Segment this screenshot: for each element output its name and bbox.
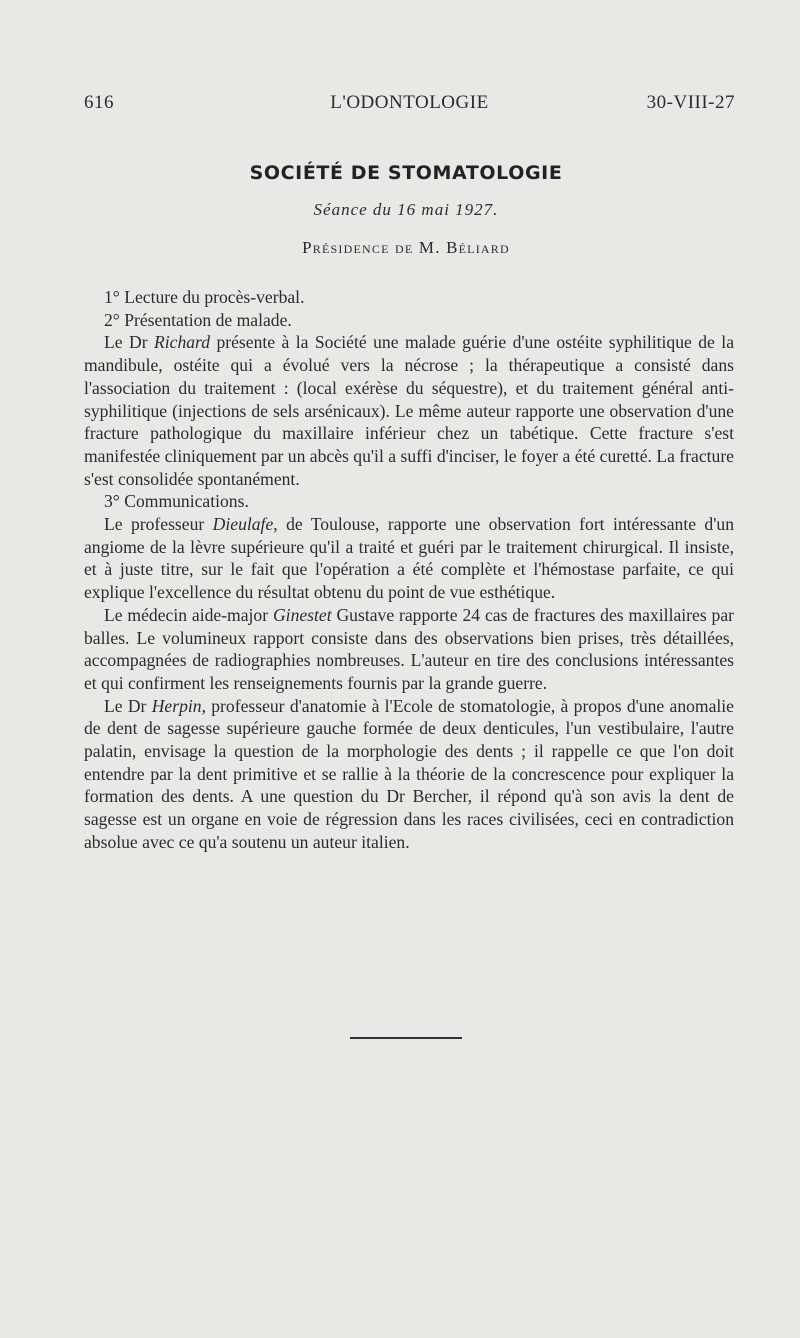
paragraph-4: 3° Communications. xyxy=(104,491,249,512)
session-date: Séance du 16 mai 1927. xyxy=(313,200,499,219)
paragraph-2: 2° Présentation de malade. xyxy=(104,309,292,330)
paragraph-3-pre: Le Dr xyxy=(104,332,154,353)
presidency-line: Présidence de M. Béliard xyxy=(302,238,510,257)
paragraph-7-pre: Le Dr xyxy=(104,695,152,716)
paragraph-5-pre: Le professeur xyxy=(104,514,213,535)
page-number: 616 xyxy=(84,92,114,113)
journal-title: L'ODONTOLOGIE xyxy=(330,92,489,113)
paragraph-5-post: , de Toulouse, rapporte une observation fort intéressante d'un angiome de la lèvre supérieure qu'il a traité et guéri par le traitement chirurgical. Il insiste, et à juste titre, sur le fait que l'opération a été complète et l'hémostase parfaite, ce qui explique l'excellence du résultat obtenu du point de vue esthétique. xyxy=(84,514,734,603)
issue-date: 30-VIII-27 xyxy=(646,92,735,113)
paragraph-5 xyxy=(84,513,734,604)
paragraph-6-post: Gustave rapporte 24 cas de fractures des maxillaires par balles. Le volumineux rapport consiste dans des observations bien prises, très détaillées, accompagnées de radiographies nombreuses. L'auteur en tire des conclusions intéressantes et qui confirment les renseignements fournis par la grande guerre. xyxy=(84,604,734,693)
paragraph-6-pre: Le médecin aide-major xyxy=(104,604,273,625)
end-rule xyxy=(350,1037,462,1039)
paragraph-3 xyxy=(84,331,734,490)
author-name-ginestet: Ginestet xyxy=(272,604,332,625)
body-text xyxy=(84,286,734,854)
running-header xyxy=(84,92,735,120)
section-title: SOCIÉTÉ DE STOMATOLOGIE xyxy=(249,162,563,184)
paragraph-7 xyxy=(84,695,734,854)
paragraph-1: 1° Lecture du procès-verbal. xyxy=(104,287,305,307)
author-name-richard: Richard xyxy=(154,332,211,353)
paragraph-7-post: , professeur d'anatomie à l'Ecole de stomatologie, à propos d'une anomalie de dent de sagesse supérieure gauche formée de deux denticules, l'un vestibulaire, l'autre palatin, envisage la question de la morphologie des dents ; il rappelle ce que l'on doit entendre par la dent primitive et se rallie à la théorie de la concrescence pour expliquer la formation des dents. A une question du Dr Bercher, il répond qu'à son avis la dent de sagesse est un organe en voie de régression dans les races civilisées, ceci en contradiction absolue avec ce qu'a soutenu un auteur italien. xyxy=(84,695,734,852)
paragraph-3-post: présente à la Société une malade guérie d'une ostéite syphilitique de la mandibule, ostéite qui a évolué vers la nécrose ; la thérapeutique a consisté dans l'association du traitement : (local exérèse du séquestre), et du traitement général anti-syphilitique (injections de sels arsénicaux). Le même auteur rapporte une observation d'une fracture pathologique du maxillaire inférieur chez un tabétique. Cette fracture s'est manifestée cliniquement par un abcès qu'il a suffi d'inciser, le foyer a été curetté. La fracture s'est consolidée spontanément. xyxy=(84,332,734,489)
paragraph-6 xyxy=(84,604,734,695)
author-name-herpin: Herpin xyxy=(151,695,202,716)
author-name-dieulafe: Dieulafe xyxy=(212,514,274,535)
